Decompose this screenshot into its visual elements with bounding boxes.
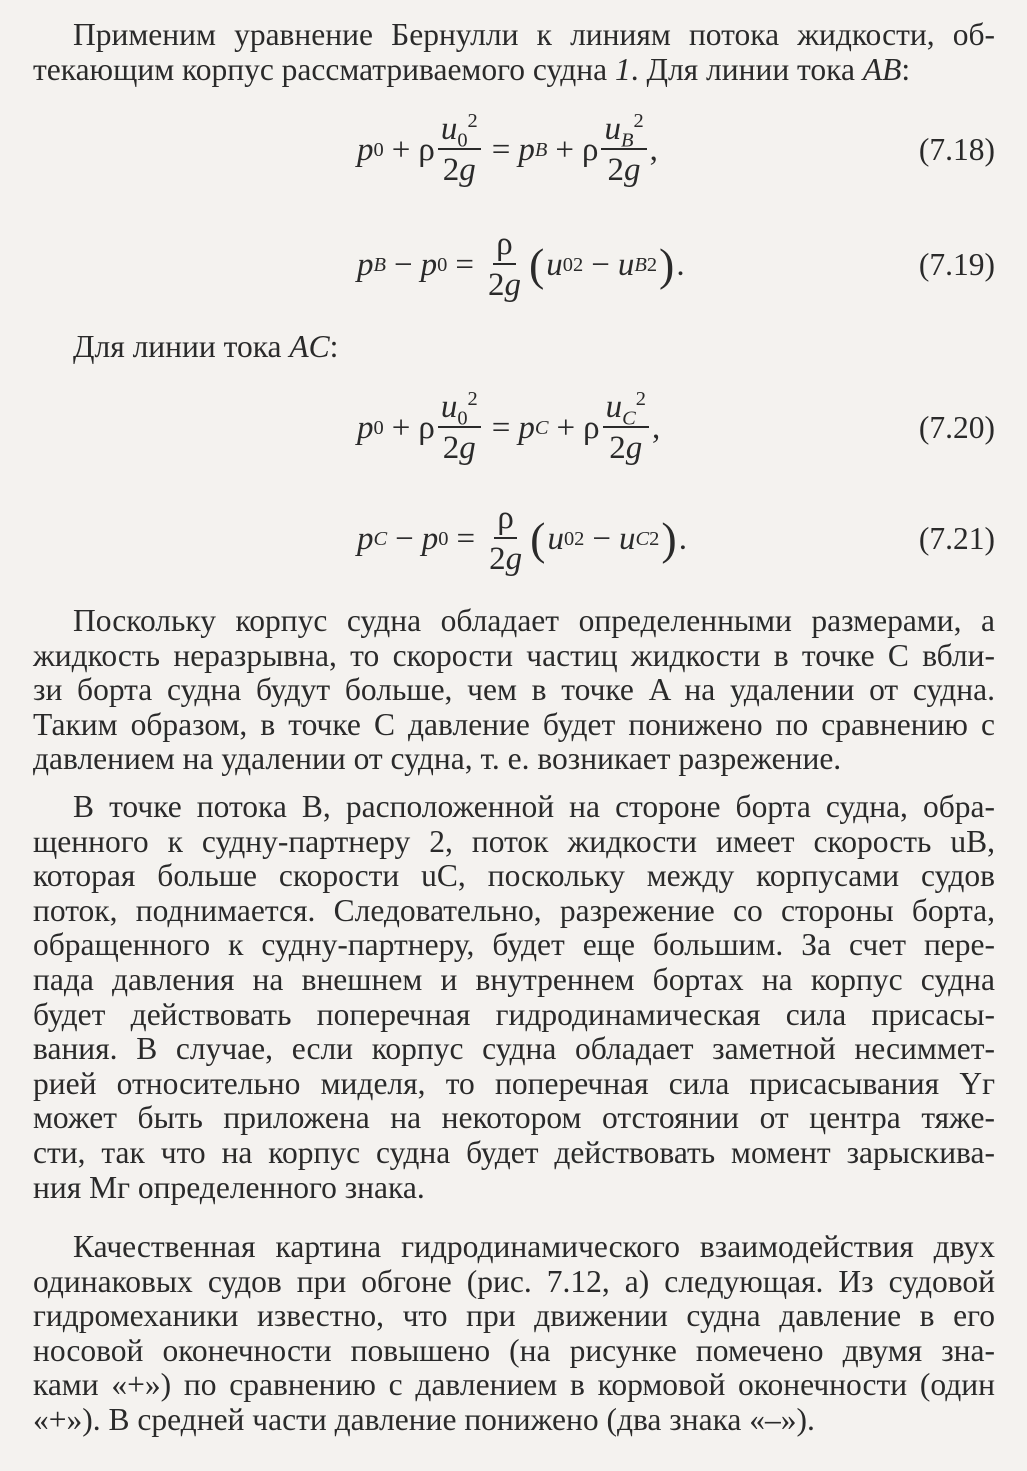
text-line: В точке потока B, расположенной на стороне борта судна, обра- <box>73 789 995 824</box>
paragraph-point-b <box>33 790 995 1205</box>
line-ac-label <box>33 330 995 365</box>
text-line: пада давления на внешнем и внутреннем бортах на корпус судна <box>33 961 995 997</box>
text-line: Качественная картина гидродинамического взаимодействия двух <box>73 1229 995 1264</box>
text-line: жидкость неразрывна, то скорости частиц жидкости в точке C вбли- <box>33 637 995 673</box>
text-line: щенного к судну-партнеру 2, поток жидкости имеет скорость uB, <box>33 823 995 859</box>
text-line: носовой оконечности повышено (на рисунке помечено двумя зна- <box>33 1332 995 1368</box>
text-line: поток, поднимается. Следовательно, разрежение со стороны борта, <box>33 892 995 928</box>
text-line: Поскольку корпус судна обладает определенными размерами, а <box>73 603 995 638</box>
text-line: ками «+») по сравнению с давлением в кормовой оконечности (один <box>33 1367 995 1403</box>
text-line: будет действовать поперечная гидродинамическая сила присасы- <box>33 996 995 1032</box>
text-line: Применим уравнение Бернулли к линиям потока жидкости, об- <box>73 17 995 52</box>
text-line: ния Mг определенного знака. <box>33 1169 425 1205</box>
text-line: рией относительно миделя, то поперечная сила присасывания Yг <box>33 1065 995 1101</box>
text-line: зи борта судна будут больше, чем в точке A на удалении от судна. <box>33 672 995 708</box>
equation-number: (7.19) <box>918 246 995 282</box>
text-line: текающим корпус рассматриваемого судна 1. Для линии тока AB: <box>33 51 911 87</box>
text-line: давлением на удалении от судна, т. е. возникает разрежение. <box>33 741 842 777</box>
paragraph-overtaking <box>33 1230 995 1438</box>
equation-number: (7.21) <box>918 520 995 556</box>
intro-paragraph <box>33 18 995 87</box>
equation-7-20 <box>0 383 1027 473</box>
paragraph-hull-size <box>33 604 995 777</box>
equation-formula: p 0 + ρ $\frac{u_0^2}{2g}$ = p B + ρ $\frac{u_B^2}{2g}$ , <box>357 110 658 188</box>
text-line: сти, так что на корпус судна будет действовать момент зарыскива- <box>33 1134 995 1170</box>
text-line: одинаковых судов при обгоне (рис. 7.12, a) следующая. Из судовой <box>33 1263 995 1299</box>
text-line: которая больше скорости uC, поскольку между корпусами судов <box>33 858 995 894</box>
text-line: вания. В случае, если корпус судна обладает заметной несиммет- <box>33 1031 995 1067</box>
equation-formula: p 0 + ρ $\frac{u_0^2}{2g}$ = p C + ρ $\frac{u_C^2}{2g}$ , <box>357 388 661 466</box>
equation-formula: p C − p 0 = $\frac{\rho}{2g}$ ( u 0 2 − u C 2 ) . <box>357 500 687 577</box>
equation-7-18 <box>0 105 1027 195</box>
equation-number: (7.18) <box>918 131 995 167</box>
equation-7-19 <box>0 220 1027 310</box>
text-line: обращенного к судну-партнеру, будет еще большим. За счет пере- <box>33 927 995 963</box>
text-line: может быть приложена на некотором отстоянии от центра тяже- <box>33 1100 995 1136</box>
text-line: Таким образом, в точке C давление будет понижено по сравнению с <box>33 706 995 742</box>
equation-7-21 <box>0 494 1027 584</box>
text-line: Для линии тока AC: <box>73 329 339 364</box>
text-line: «+»). В средней части давление понижено (два знака «–»). <box>33 1401 815 1437</box>
equation-formula: p B − p 0 = $\frac{\rho}{2g}$ ( u 0 2 − u B 2 ) . <box>357 226 685 303</box>
equation-number: (7.20) <box>918 409 995 445</box>
text-line: гидромеханики известно, что при движении судна давление в его <box>33 1298 995 1334</box>
